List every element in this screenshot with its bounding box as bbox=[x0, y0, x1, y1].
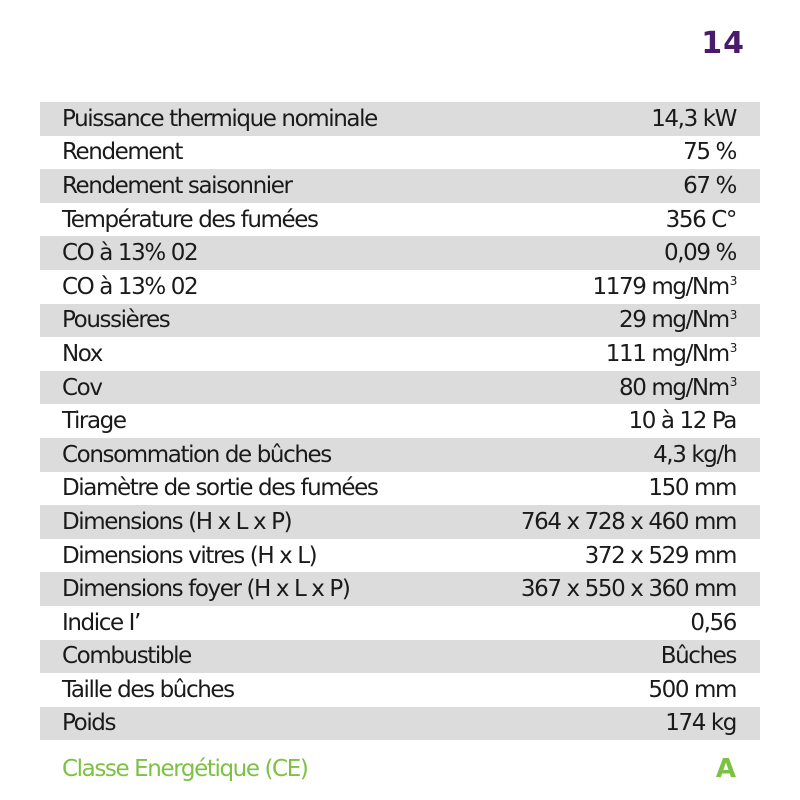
spec-label: Indice I’ bbox=[62, 609, 140, 636]
spec-value: 67 % bbox=[683, 172, 736, 199]
spec-value: 500 mm bbox=[648, 676, 736, 703]
spec-label: Tirage bbox=[62, 408, 126, 435]
spec-label: Rendement bbox=[62, 139, 182, 166]
spec-label: Dimensions foyer (H x L x P) bbox=[62, 576, 350, 603]
energy-class-label: Classe Energétique (CE) bbox=[62, 756, 308, 782]
spec-label: Taille des bûches bbox=[62, 676, 234, 703]
spec-label: CO à 13% 02 bbox=[62, 240, 198, 267]
spec-row-poids bbox=[40, 707, 760, 741]
spec-row-rendement bbox=[40, 136, 760, 170]
spec-row-dimensions bbox=[40, 505, 760, 539]
spec-value: 367 x 550 x 360 mm bbox=[520, 576, 736, 603]
spec-label: Combustible bbox=[62, 643, 191, 670]
spec-label: Poids bbox=[62, 710, 116, 737]
spec-label: CO à 13% 02 bbox=[62, 273, 198, 300]
spec-label: Diamètre de sortie des fumées bbox=[62, 475, 378, 502]
spec-label: Dimensions vitres (H x L) bbox=[62, 542, 317, 569]
spec-row-co-percent bbox=[40, 236, 760, 270]
spec-label: Cov bbox=[62, 374, 102, 401]
spec-label: Rendement saisonnier bbox=[62, 172, 292, 199]
spec-value: 14,3 kW bbox=[651, 105, 736, 132]
spec-row-rendement-saisonnier bbox=[40, 169, 760, 203]
spec-value: 10 à 12 Pa bbox=[628, 408, 736, 435]
spec-value: 111 mg/Nm$^3$ bbox=[605, 340, 736, 367]
spec-table bbox=[40, 102, 760, 740]
spec-value: 75 % bbox=[683, 139, 736, 166]
spec-row-cov bbox=[40, 371, 760, 405]
spec-value: 372 x 529 mm bbox=[584, 542, 736, 569]
spec-value: 80 mg/Nm$^3$ bbox=[619, 374, 736, 401]
spec-row-dimensions-foyer bbox=[40, 572, 760, 606]
spec-value: 1179 mg/Nm$^3$ bbox=[592, 273, 736, 300]
spec-row-puissance bbox=[40, 102, 760, 136]
spec-row-consommation bbox=[40, 438, 760, 472]
energy-class-row bbox=[40, 752, 760, 786]
spec-value: 0,09 % bbox=[664, 240, 736, 267]
spec-label: Puissance thermique nominale bbox=[62, 105, 377, 132]
spec-row-dimensions-vitres bbox=[40, 539, 760, 573]
spec-label: Température des fumées bbox=[62, 206, 318, 233]
spec-label: Nox bbox=[62, 340, 102, 367]
spec-value: 150 mm bbox=[648, 475, 736, 502]
spec-value: 4,3 kg/h bbox=[653, 441, 736, 468]
spec-value: Bûches bbox=[660, 643, 736, 670]
spec-row-poussieres bbox=[40, 304, 760, 338]
page-number: 14 bbox=[701, 26, 745, 61]
spec-label: Consommation de bûches bbox=[62, 441, 331, 468]
spec-row-tirage bbox=[40, 404, 760, 438]
spec-row-indice bbox=[40, 606, 760, 640]
spec-row-nox bbox=[40, 337, 760, 371]
spec-value: 0,56 bbox=[690, 609, 736, 636]
spec-row-diametre bbox=[40, 472, 760, 506]
spec-row-taille-buches bbox=[40, 673, 760, 707]
spec-row-temperature-fumees bbox=[40, 203, 760, 237]
spec-value: 764 x 728 x 460 mm bbox=[520, 508, 736, 535]
spec-label: Dimensions (H x L x P) bbox=[62, 508, 292, 535]
spec-row-co-mg bbox=[40, 270, 760, 304]
spec-row-combustible bbox=[40, 640, 760, 674]
spec-value: 356 C° bbox=[665, 206, 736, 233]
spec-value: 29 mg/Nm$^3$ bbox=[619, 307, 736, 334]
spec-value: 174 kg bbox=[665, 710, 736, 737]
spec-label: Poussières bbox=[62, 307, 170, 334]
energy-class-value: A bbox=[715, 754, 736, 784]
